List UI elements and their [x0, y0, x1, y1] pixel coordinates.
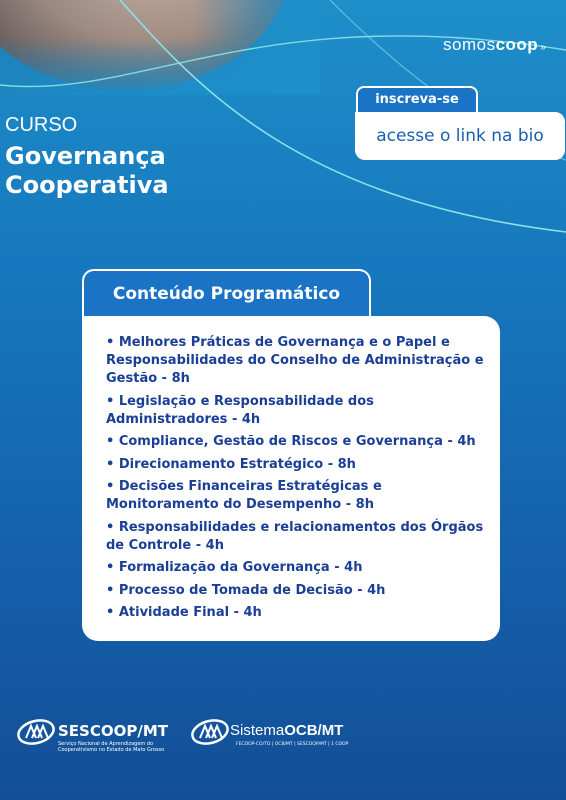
list-item: • Compliance, Gestão de Riscos e Governança - 4h — [106, 434, 476, 449]
signup-box: acesse o link na bio — [355, 112, 565, 160]
list-item: • Direcionamento Estratégico - 8h — [106, 456, 356, 472]
content-box — [82, 316, 500, 641]
list-item: • Melhores Práticas de Governança e o Papel e Responsabilidades do Conselho de Administração e Gestão - 8h — [106, 335, 484, 386]
sescoop-name: SESCOOP/MT — [58, 722, 168, 740]
list-item: • Processo de Tomada de Decisão - 4h — [106, 582, 386, 598]
course-label: CURSO — [5, 114, 78, 136]
ocb-subtitle: FECOOP-CO/TO | OCB/MT | SESCOOP/MT | 1 COOP — [236, 742, 349, 747]
course-title: Governança Cooperativa — [5, 142, 169, 199]
sescoop-subtitle: Serviço Nacional de Aprendizagem do Cooperativismo no Estado de Mato Grosso — [58, 741, 165, 753]
list-item: • Atividade Final - 4h — [106, 605, 262, 620]
list-item: • Legislação e Responsabilidade dos Administradores - 4h — [106, 393, 374, 427]
list-item: • Formalização da Governança - 4h — [106, 560, 363, 575]
list-item: • Decisões Financeiras Estratégicas e Monitoramento do Desempenho - 8h — [106, 479, 382, 512]
content-list — [106, 334, 488, 622]
content-heading: Conteúdo Programático — [82, 269, 371, 317]
coop-symbol-icon — [16, 716, 56, 748]
list-item: • Responsabilidades e relacionamentos dos Órgãos de Controle - 4h — [106, 519, 484, 553]
coop-symbol-icon — [190, 716, 230, 748]
ocb-name: SistemaOCB/MT — [230, 722, 344, 739]
somoscoop-logo: somoscoop » — [443, 35, 547, 54]
signup-tab: inscreva-se — [356, 86, 478, 112]
